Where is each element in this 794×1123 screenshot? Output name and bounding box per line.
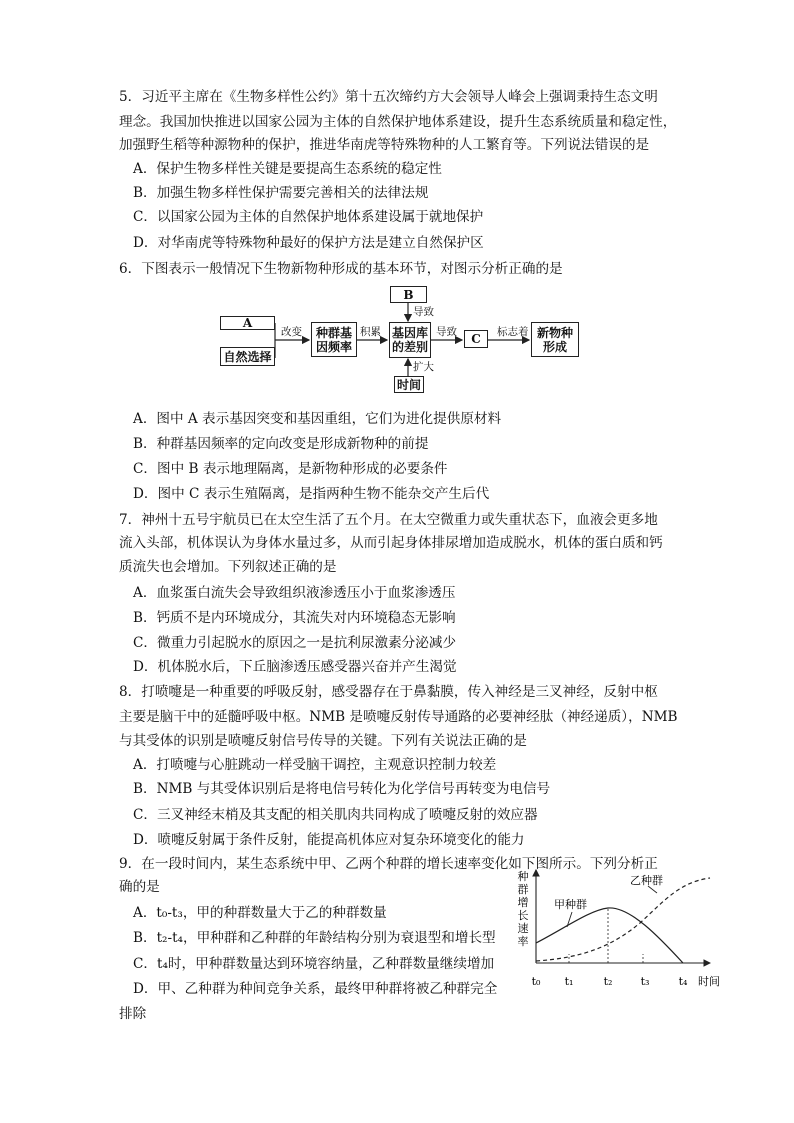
label-marks: 标志着 [497,326,529,338]
q7-stem-line1: 7．神州十五号宇航员已在太空生活了五个月。在太空微重力或失重状态下，血液会更多地 [119,512,658,528]
q5-option-a: A．保护生物多样性关键是要提高生态系统的稳定性 [133,161,442,177]
q9-stem-line2: 确的是 [119,879,160,895]
label-cause-1: 导致 [413,306,434,318]
y-label-char: 种 [517,870,529,883]
box-gene-pool-difference: 基因库的差别 [389,322,431,358]
q7-option-d: D．机体脱水后，下丘脑渗透压感受器兴奋并产生渴觉 [133,659,457,675]
tick-t3: t₃ [640,975,650,988]
q7-stem-line2: 流入头部，机体误认为身体水量过多，从而引起身体排尿增加造成脱水，机体的蛋白质和钙 [119,535,663,551]
q6-option-b: B．种群基因频率的定向改变是形成新物种的前提 [133,436,429,452]
q6-stem: 6．下图表示一般情况下生物新物种形成的基本环节，对图示分析正确的是 [119,261,563,277]
y-label-char: 增 [517,896,529,909]
series-yi-label: 乙种群 [630,874,663,887]
x-axis-label: 时间 [698,975,720,988]
q9-option-b: B．t₂-t₄，甲种群和乙种群的年龄结构分别为衰退型和增长型 [133,930,496,946]
series-jia-curve [536,908,683,963]
box-gene-frequency: 种群基因频率 [311,322,357,357]
box-time: 时间 [394,376,424,393]
q7-stem-line3: 质流失也会增加。下列叙述正确的是 [119,559,337,575]
tick-t1: t₁ [564,975,574,988]
q8-option-c: C．三叉神经末梢及其支配的相关肌肉共同构成了喷嚏反射的效应器 [133,807,538,823]
label-accumulate: 积累 [360,326,381,338]
q8-stem-line1: 8．打喷嚏是一种重要的呼吸反射，感受器存在于鼻黏膜，传入神经是三叉神经，反射中枢 [119,684,658,700]
q6-option-d: D．图中 C 表示生殖隔离，是指两种生物不能杂交产生后代 [133,486,490,502]
y-label-char: 群 [517,883,529,896]
series-jia-label: 甲种群 [554,898,587,911]
q7-option-a: A．血浆蛋白流失会导致组织液渗透压小于血浆渗透压 [133,585,456,601]
q5-option-c: C．以国家公园为主体的自然保护地体系建设属于就地保护 [133,209,484,225]
q5-stem-line1: 5．习近平主席在《生物多样性公约》第十五次缔约方大会领导人峰会上强调秉持生态文明 [119,89,658,105]
q7-option-c: C．微重力引起脱水的原因之一是抗利尿激素分泌减少 [133,635,457,651]
q9-option-d-line2: 排除 [119,1006,147,1022]
q5-stem-line2: 理念。我国加快推进以国家公园为主体的自然保护地体系建设，提升生态系统质量和稳定性， [119,114,677,130]
y-axis-label [518,870,529,948]
q8-option-d: D．喷嚏反射属于条件反射，能提高机体应对复杂环境变化的能力 [133,832,525,848]
y-label-char: 率 [517,935,529,948]
q9-option-c: C．t₄时，甲种群数量达到环境容纳量，乙种群数量继续增加 [133,956,495,972]
label-cause-2: 导致 [436,326,457,338]
box-c: C [464,330,488,348]
q8-option-a: A．打喷嚏与心脏跳动一样受脑干调控，主观意识控制力较差 [133,757,497,773]
q6-option-a: A．图中 A 表示基因突变和基因重组，它们为进化提供原材料 [133,411,502,427]
q9-option-a: A．t₀-t₃，甲的种群数量大于乙的种群数量 [133,905,387,921]
q8-stem-line2: 主要是脑干中的延髓呼吸中枢。NMB 是喷嚏反射传导通路的必要神经肽（神经递质），NMB [119,709,678,725]
q9-growth-rate-graph [510,868,730,998]
box-natural-selection: 自然选择 [220,347,275,366]
box-new-species: 新物种形成 [531,322,579,357]
q5-option-b: B．加强生物多样性保护需要完善相关的法律法规 [133,185,429,201]
y-label-char: 速 [517,922,529,935]
q7-option-b: B．钙质不是内环境成分，其流失对内环境稳态无影响 [133,610,456,626]
tick-t4: t₄ [678,975,688,988]
tick-t0: t₀ [531,975,541,988]
q5-stem-line3: 加强野生稻等种源物种的保护，推进华南虎等特殊物种的人工繁育等。下列说法错误的是 [119,137,650,153]
label-expand: 扩大 [413,361,434,373]
q5-option-d: D．对华南虎等特殊物种最好的保护方法是建立自然保护区 [133,235,484,251]
y-label-char: 长 [517,909,529,922]
q8-stem-line3: 与其受体的识别是喷嚏反射信号传导的关键。下列有关说法正确的是 [119,733,527,749]
box-a: A [220,316,275,330]
tick-t2: t₂ [603,975,613,988]
q9-option-d-line1: D．甲、乙种群为种间竞争关系，最终甲种群将被乙种群完全 [133,981,498,997]
q8-option-b: B．NMB 与其受体识别后是将电信号转化为化学信号再转变为电信号 [133,781,551,797]
series-yi-curve [536,878,710,961]
q6-option-c: C．图中 B 表示地理隔离，是新物种形成的必要条件 [133,461,448,477]
q9-stem-line1: 9．在一段时间内，某生态系统中甲、乙两个种群的增长速率变化如下图所示。下列分析正 [119,856,658,872]
box-b: B [390,286,427,303]
label-change: 改变 [281,326,302,338]
